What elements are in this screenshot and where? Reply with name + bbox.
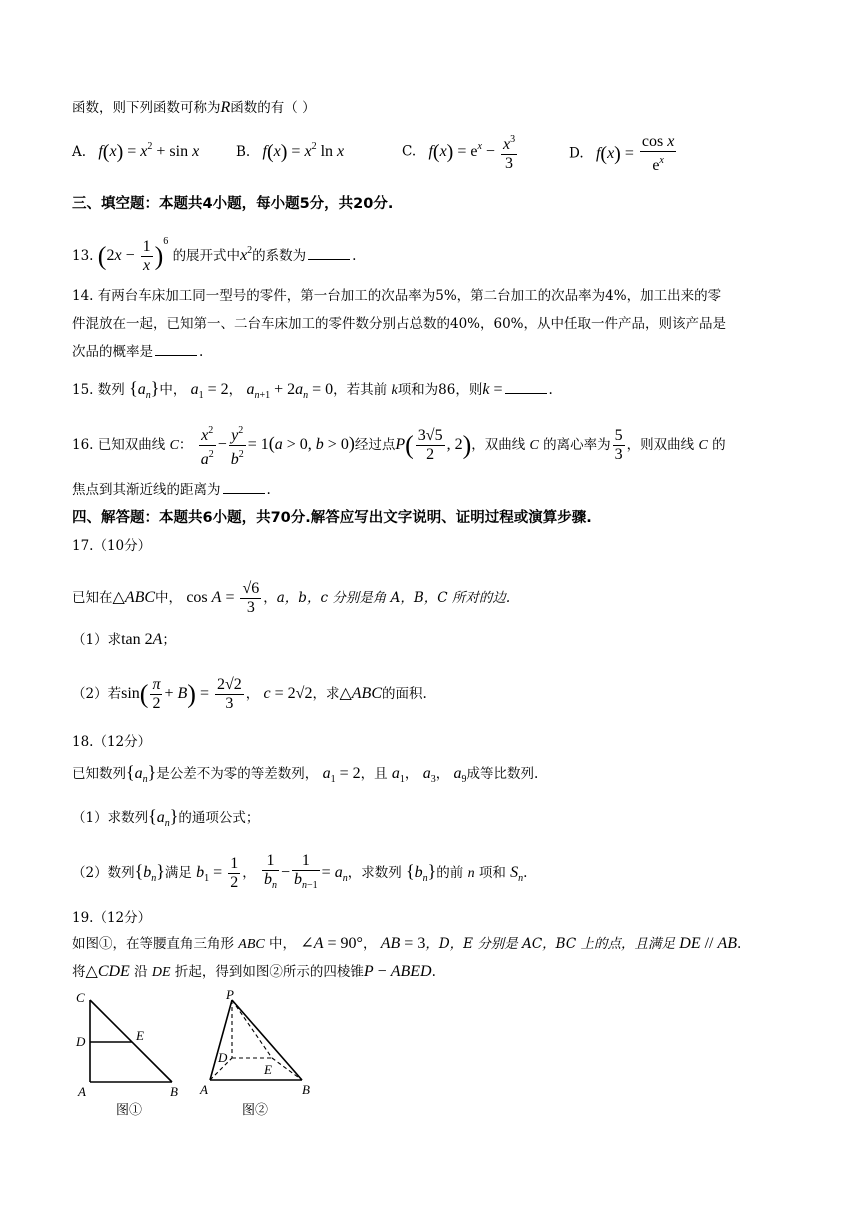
question-16: 16. 已知双曲线 C： $\frac{x^2}{a^2}$ − $\frac{y^2}{b^2}$ = 1(a > 0, b > 0)经过点P( $\frac{3√5}{2}$ , 2)，双曲线 C 的离心率为 $\frac{5}{3}$ ，则双曲线 C 的 (72, 425, 726, 468)
fig2-label-a: A (200, 1082, 208, 1097)
q19-head: 19.（12分） (72, 910, 152, 926)
q14-line2: 件混放在一起，已知第一、二台车床加工的零件数分别占总数的40%，60%，从中任取一件产品，则该产品是 (72, 316, 727, 332)
option-a: A. $f(x) = x^2 + \sin x$ (72, 141, 200, 163)
q17-part2: （2）若sin( $\frac{\pi}{2}$ + B) = $\frac{2√2}{3}$ ， c = 2√2，求△ABC的面积. (72, 676, 427, 712)
option-d: D. f(x) = $\frac{\text{cos x}}{e^x}$ (569, 133, 675, 174)
fig2-label-b: B (302, 1082, 310, 1097)
fig2-dashed-lines (210, 1000, 302, 1080)
fig1-label-d: D (76, 1034, 86, 1049)
fig2-solid-lines (210, 1000, 302, 1080)
q17-line1: 已知在△ABC中， cos A = $\frac{√6}{3}$ ，a，b，c 分别是角 A，B，C 所对的边. (72, 580, 511, 616)
fig1-label-a: A (78, 1084, 86, 1099)
fig1-label-e: E (136, 1028, 144, 1043)
q17-head: 17.（10分） (72, 538, 152, 554)
question-15: 15. 数列 $\{a_n\}$中， $a_1 = 2$， $a_{n+1} + 2a_n = 0$，若其前 k项和为86，则k = . (72, 378, 553, 401)
q18-head: 18.（12分） (72, 734, 152, 750)
q17-part1: （1）求tan 2A； (72, 631, 176, 648)
option-b: B. $f(x) = x^2$ ln x (236, 141, 345, 163)
q16-line2: 焦点到其渐近线的距离为 . (72, 482, 271, 498)
fig2-label-e: E (264, 1062, 272, 1077)
q12-tail: 函数，则下列函数可称为R函数的有（ ） (72, 99, 316, 116)
section-3-title: 三、填空题：本题共4小题，每小题5分，共20分. (72, 196, 394, 212)
q19-line2: 将△CDE 沿 DE 折起，得到如图②所示的四棱锥P − ABED. (72, 963, 436, 980)
q18-part1: （1）求数列$\{a_n\}$的通项公式； (72, 806, 260, 829)
fig2-caption: 图② (242, 1103, 269, 1118)
q18-part2: （2）数列$\{b_n\}$满足 $b_1$ = $\frac{1}{2}$ ， $\frac{1}{b_n}$ − $\frac{1}{b_{n-1}}$ = $a_n$，求数列 $\{b_n\}$的前 n 项和 $S_n$. (72, 852, 527, 895)
q18-line1: 已知数列$\{a_n\}$是公差不为零的等差数列， $a_1 = 2$，且 $a_1$， $a_3$， $a_9$成等比数列. (72, 762, 539, 785)
option-c: C. $f(x) = e^x$ − $\frac{x^3}{3}$ (402, 134, 516, 172)
figure-2 (196, 988, 326, 1120)
question-13: 13. (2x − $\frac{1}{x}$ )$^6$ 的展开式中$x^2$的系数为 . (72, 236, 357, 274)
figure-1 (72, 990, 192, 1120)
fig1-caption: 图① (116, 1103, 143, 1118)
section-4-title: 四、解答题：本题共6小题，共70分.解答应写出文字说明、证明过程或演算步骤. (72, 510, 592, 526)
fig2-label-p: P (226, 988, 234, 1002)
q14-line1: 14. 有两台车床加工同一型号的零件，第一台加工的次品率为5%，第二台加工的次品率为4%，加工出来的零 (72, 288, 722, 304)
q19-line1: 如图①，在等腰直角三角形 ABC 中， ∠A = 90°， AB = 3，D，E 分别是 AC，BC 上的点，且满足 DE // AB. (72, 935, 742, 952)
fig1-lines (90, 1000, 172, 1082)
fig2-label-d: D (218, 1050, 228, 1065)
fig1-label-c: C (76, 990, 85, 1005)
fig1-label-b: B (170, 1084, 178, 1099)
q14-line3: 次品的概率是 . (72, 344, 204, 360)
